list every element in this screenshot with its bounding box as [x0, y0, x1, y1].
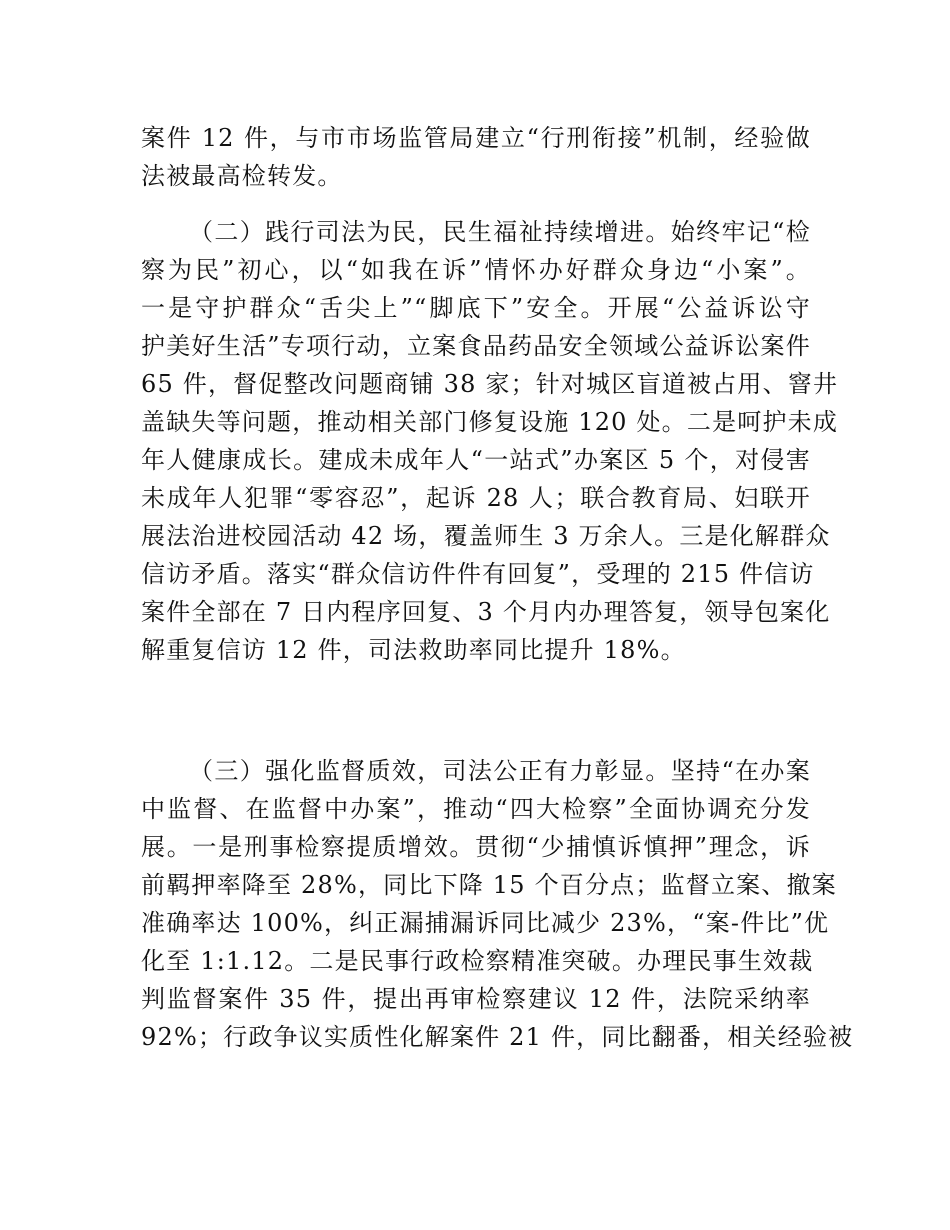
section-heading-line: （二）践行司法为民，民生福祉持续增进。始终牢记“检: [189, 218, 811, 246]
paragraph-section-three: [141, 752, 854, 1056]
paragraph-section-two: [141, 213, 839, 669]
text-line: 案件全部在 7 日内程序回复、3 个月内办理答复，领导包案化: [141, 598, 831, 626]
text-line: 中监督、在监督中办案”，推动“四大检察”全面协调充分发: [141, 795, 811, 823]
section-heading-line: （三）强化监督质效，司法公正有力彰显。坚持“在办案: [189, 757, 811, 785]
text-line: 护美好生活”专项行动，立案食品药品安全领域公益诉讼案件: [141, 332, 811, 360]
paragraph-continuation: [141, 119, 811, 195]
text-line: 一是守护群众“舌尖上”“脚底下”安全。开展“公益诉讼守: [141, 294, 811, 322]
text-line: 案件 12 件，与市市场监管局建立“行刑衔接”机制，经验做: [141, 124, 811, 152]
text-line: 察为民”初心，以“如我在诉”情怀办好群众身边“小案”。: [141, 256, 811, 284]
text-line: 展。一是刑事检察提质增效。贯彻“少捕慎诉慎押”理念，诉: [141, 833, 811, 861]
text-line: 准确率达 100%，纠正漏捕漏诉同比减少 23%，“案-件比”优: [141, 909, 830, 937]
text-line: 化至 1:1.12。二是民事行政检察精准突破。办理民事生效裁: [141, 947, 814, 975]
text-line: 未成年人犯罪“零容忍”，起诉 28 人；联合教育局、妇联开: [141, 484, 811, 512]
text-line: 65 件，督促整改问题商铺 38 家；针对城区盲道被占用、窨井: [141, 370, 839, 398]
text-line: 法被最高检转发。: [141, 162, 343, 190]
text-line: 盖缺失等问题，推动相关部门修复设施 120 处。二是呵护未成: [141, 408, 839, 436]
text-line: 前羁押率降至 28%，同比下降 15 个百分点；监督立案、撤案: [141, 871, 837, 899]
text-line: 展法治进校园活动 42 场，覆盖师生 3 万余人。三是化解群众: [141, 522, 831, 550]
text-line: 解重复信访 12 件，司法救助率同比提升 18%。: [141, 636, 686, 664]
text-line: 信访矛盾。落实“群众信访件件有回复”，受理的 215 件信访: [141, 560, 815, 588]
text-line: 年人健康成长。建成未成年人“一站式”办案区 5 个，对侵害: [141, 446, 811, 474]
text-line: 判监督案件 35 件，提出再审检察建议 12 件，法院采纳率: [141, 985, 811, 1013]
text-line: 92%；行政争议实质性化解案件 21 件，同比翻番，相关经验被: [141, 1023, 854, 1051]
